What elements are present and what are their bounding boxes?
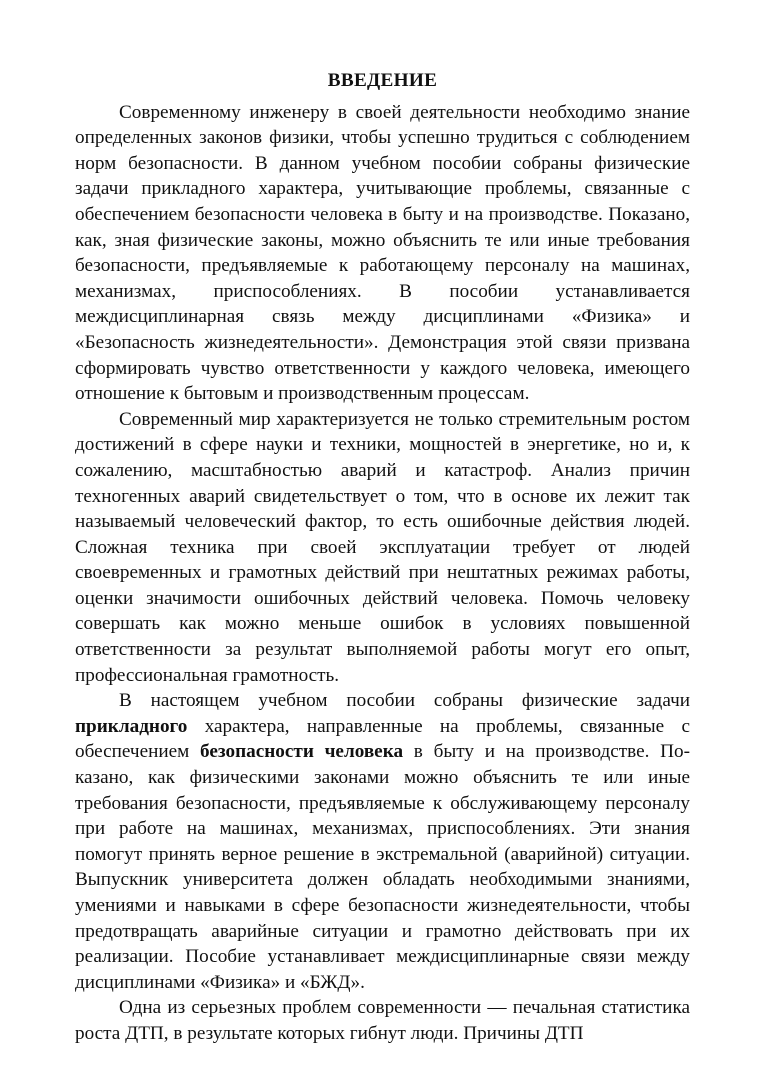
paragraph-3: [75, 688, 690, 995]
paragraph-3-bold-human-safety: безопасности человека: [200, 741, 404, 763]
document-page: [75, 68, 690, 1047]
paragraph-1: Современному инженеру в своей деятельности необходимо знание определенных законов физики, чтобы успешно трудиться с соблюдением норм безопасности. В данном учебном пособии собраны физические задачи прикладного характера, учитывающие проблемы, связанные с обеспечением безопасности человека в быту и на производстве. Показано, как, зная физические законы, можно объяснить те или иные требования безопасности, предъявляемые к работающему персоналу на машинах, механизмах, приспособлениях. В пособии устанавливается междисциплинарная связь между дисциплинами «Физика» и «Безопасность жизнедеятельности». Демонстрация этой связи призвана сформировать чувство ответственности у каждого человека, имеющего отношение к бытовым и производственным процессам.: [75, 101, 690, 405]
paragraph-4: Одна из серьезных проблем современности — печальная статистика роста ДТП, в результате которых гибнут люди. Причины ДТП: [75, 997, 690, 1044]
paragraph-3-text-c: характера, направленные на проблемы, связанные с обеспечением: [75, 715, 690, 763]
paragraph-3-bold-applied: прикладного: [75, 715, 188, 737]
paragraph-2: Современный мир характеризуется не только стремительным ростом достижений в сфере науки и техники, мощностей в энергетике, но и, к сожалению, масштабностью аварий и катастроф. Анализ причин техногенных аварий свидетельствует о том, что в основе их лежит так называемый человеческий фактор, то есть ошибочные действия людей. Сложная техника при своей эксплуатации требует от людей своевременных и грамотных действий при нештатных режимах работы, оценки значимости ошибочных действий человека. Помочь человеку совершать как можно меньше ошибок в условиях повышенной ответственности за результат выполняемой работы могут его опыт, профессиональная грамотность.: [75, 408, 690, 686]
paragraph-3-text-a: В настоящем учебном пособии собраны физические задачи: [119, 690, 690, 712]
page-title: ВВЕДЕНИЕ: [327, 70, 438, 91]
paragraph-3-text-e: в быту и на производстве. Показано, как физическими законами можно объяснить те или иные требования безопасности, предъявляемые к обслуживающему персоналу при работе на машинах, механизмах, приспособлениях. Эти знания помогут принять верное решение в экстремальной (аварийной) ситуации. Выпускник университета должен обладать необходимыми знаниями, умениями и навыками в сфере безопасности жизнедеятельности, чтобы предотвращать аварийные ситуации и грамотно действовать при их реализации. Пособие устанавливает междисциплинарные связи между дисциплинами «Физика» и «БЖД».: [75, 741, 690, 993]
